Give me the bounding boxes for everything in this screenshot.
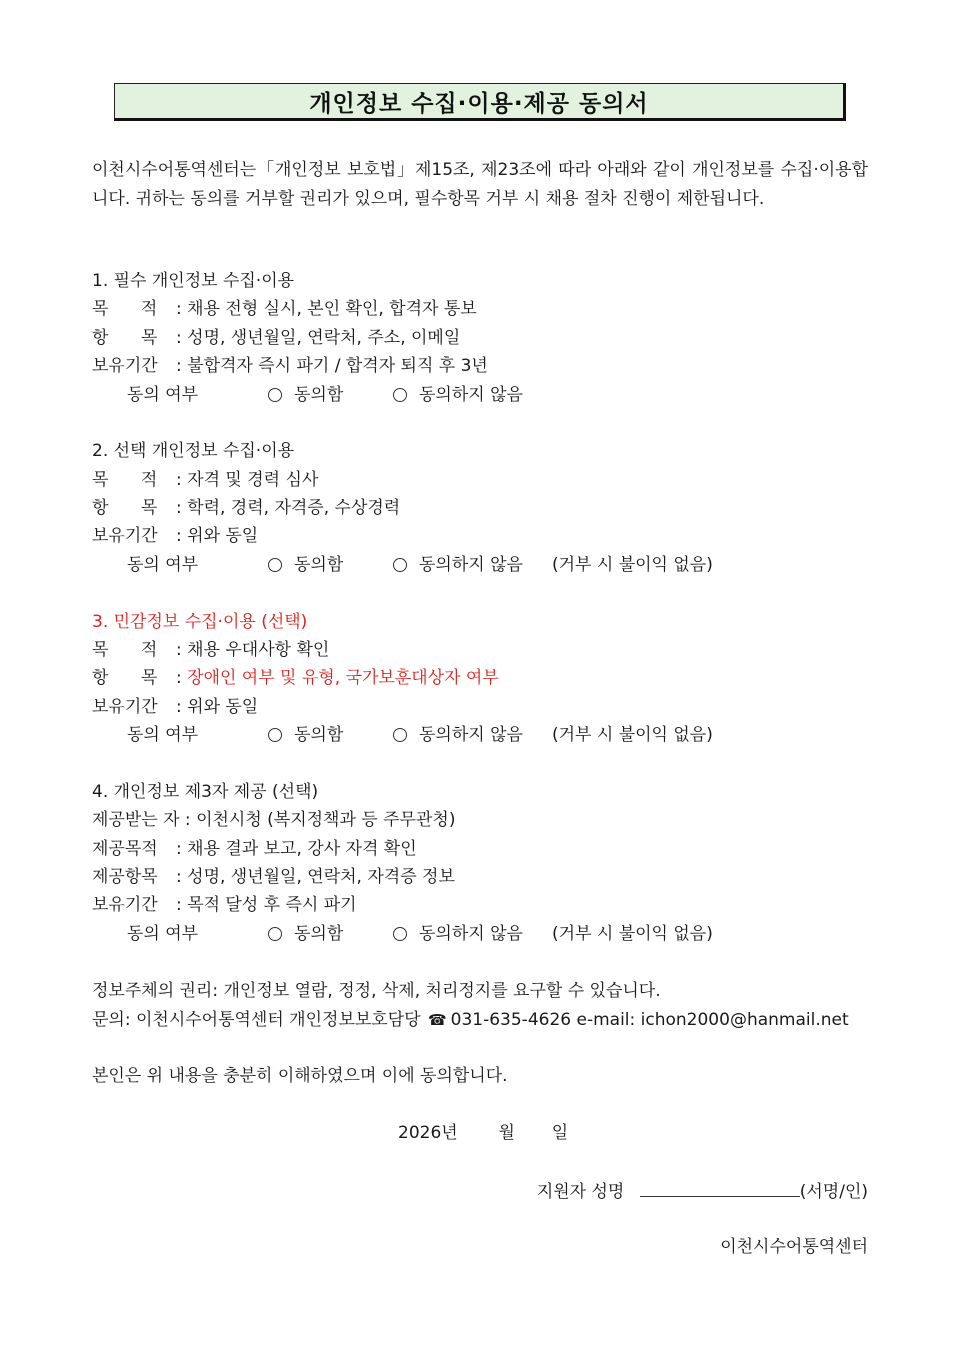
row-value: 위와 동일 xyxy=(187,697,259,717)
data-subject-rights: 정보주체의 권리: 개인정보 열람, 정정, 삭제, 처리정지를 요구할 수 있습니다. xyxy=(92,981,661,1001)
row-separator: : xyxy=(176,839,182,859)
signature-label: 지원자 성명 xyxy=(536,1182,625,1202)
row-separator: : xyxy=(176,356,182,376)
row-separator: : xyxy=(176,498,182,518)
section-2-agree-option[interactable] xyxy=(268,555,343,575)
row-value: 불합격자 즉시 파기 / 합격자 퇴직 후 3년 xyxy=(187,356,488,376)
section-4-disagree-option[interactable] xyxy=(393,924,523,944)
date-month: 월 xyxy=(498,1123,515,1143)
radio-circle-icon[interactable] xyxy=(393,927,407,941)
row-value: 채용 우대사항 확인 xyxy=(187,640,330,660)
row-separator: : xyxy=(176,640,182,660)
row-label: 목 적 xyxy=(92,470,158,490)
organization-name: 이천시수어통역센터 xyxy=(720,1237,868,1257)
page-title: 개인정보 수집·이용·제공 동의서 xyxy=(309,90,649,117)
row-label: 항 목 xyxy=(92,328,158,348)
section-4-row-items xyxy=(92,867,455,887)
intro-paragraph: 이천시수어통역센터는「개인정보 보호법」제15조, 제23조에 따라 아래와 같이 개인정보를 수집·이용합니다. 귀하는 동의를 거부할 권리가 있으며, 필수항목 거부 시 채용 절차 진행이 제한됩니다. xyxy=(92,160,868,209)
section-1-row-items xyxy=(92,328,460,348)
agree-label: 동의함 xyxy=(294,555,344,575)
disagree-label: 동의하지 않음 xyxy=(419,725,523,745)
row-label: 보유기간 xyxy=(92,697,158,717)
section-2-row-retention xyxy=(92,526,258,546)
section-4-agree-option[interactable] xyxy=(268,924,343,944)
consent-label: 동의 여부 xyxy=(127,725,199,745)
consent-label: 동의 여부 xyxy=(127,385,199,405)
agreement-statement: 본인은 위 내용을 충분히 이해하였으며 이에 동의합니다. xyxy=(92,1066,508,1086)
signature-row xyxy=(537,1180,868,1202)
agree-label: 동의함 xyxy=(294,924,344,944)
row-label: 목 적 xyxy=(92,640,158,660)
consent-note: (거부 시 불이익 없음) xyxy=(552,924,713,944)
row-label: 제공받는 자 xyxy=(92,810,180,830)
row-label: 항 목 xyxy=(92,498,158,518)
radio-circle-icon[interactable] xyxy=(393,388,407,402)
disagree-label: 동의하지 않음 xyxy=(419,385,523,405)
row-value: 위와 동일 xyxy=(187,526,259,546)
date-year: 2026년 xyxy=(398,1123,458,1143)
section-2-row-items xyxy=(92,498,400,518)
row-value: 목적 달성 후 즉시 파기 xyxy=(187,895,357,915)
section-2-heading: 2. 선택 개인정보 수집·이용 xyxy=(92,441,295,461)
row-separator: : xyxy=(176,299,182,319)
row-label: 제공항목 xyxy=(92,867,158,887)
row-label: 목 적 xyxy=(92,299,158,319)
section-4-row-retention xyxy=(92,895,357,915)
section-2-row-purpose xyxy=(92,470,318,490)
phone-number: 031-635-4626 xyxy=(450,1010,572,1030)
agree-label: 동의함 xyxy=(294,385,344,405)
section-3-heading: 3. 민감정보 수집·이용 (선택) xyxy=(92,612,308,632)
radio-circle-icon[interactable] xyxy=(268,558,282,572)
row-value: 채용 전형 실시, 본인 확인, 합격자 통보 xyxy=(187,299,477,319)
section-1-row-retention xyxy=(92,356,488,376)
email-label: e-mail: xyxy=(576,1010,636,1030)
disagree-label: 동의하지 않음 xyxy=(419,555,523,575)
email-address[interactable]: ichon2000@hanmail.net xyxy=(640,1010,849,1030)
consent-note: (거부 시 불이익 없음) xyxy=(552,555,713,575)
section-4-row-recipient xyxy=(92,810,455,830)
radio-circle-icon[interactable] xyxy=(268,927,282,941)
row-separator: : xyxy=(176,867,182,887)
row-label: 항 목 xyxy=(92,668,158,688)
disagree-label: 동의하지 않음 xyxy=(419,924,523,944)
consent-note: (거부 시 불이익 없음) xyxy=(552,725,713,745)
radio-circle-icon[interactable] xyxy=(268,388,282,402)
section-3-disagree-option[interactable] xyxy=(393,725,523,745)
section-2-disagree-option[interactable] xyxy=(393,555,523,575)
row-separator: : xyxy=(176,526,182,546)
consent-label: 동의 여부 xyxy=(127,555,199,575)
signature-suffix: (서명/인) xyxy=(799,1182,868,1202)
radio-circle-icon[interactable] xyxy=(393,558,407,572)
row-separator: : xyxy=(184,810,191,830)
title-box xyxy=(114,83,846,121)
section-1-disagree-option[interactable] xyxy=(393,385,523,405)
consent-label: 동의 여부 xyxy=(127,924,199,944)
section-3-row-purpose xyxy=(92,640,329,660)
section-3-row-retention xyxy=(92,697,258,717)
contact-line xyxy=(92,1010,849,1030)
row-separator: : xyxy=(176,697,182,717)
phone-icon: ☎ xyxy=(427,1011,447,1029)
row-value: 성명, 생년월일, 연락처, 자격증 정보 xyxy=(187,867,455,887)
section-4-heading: 4. 개인정보 제3자 제공 (선택) xyxy=(92,782,319,802)
row-value: 자격 및 경력 심사 xyxy=(187,470,319,490)
row-separator: : xyxy=(176,470,182,490)
contact-prefix: 문의: 이천시수어통역센터 개인정보보호담당 xyxy=(92,1010,421,1030)
section-1-row-purpose xyxy=(92,299,477,319)
date-day: 일 xyxy=(551,1123,569,1143)
section-1-agree-option[interactable] xyxy=(268,385,343,405)
row-value: 학력, 경력, 자격증, 수상경력 xyxy=(187,498,401,518)
row-value: 성명, 생년월일, 연락처, 주소, 이메일 xyxy=(187,328,461,348)
row-label: 제공목적 xyxy=(92,839,158,859)
row-value: 이천시청 (복지정책과 등 주무관청) xyxy=(196,810,456,830)
row-label: 보유기간 xyxy=(92,356,158,376)
radio-circle-icon[interactable] xyxy=(268,728,282,742)
row-separator: : xyxy=(176,328,182,348)
radio-circle-icon[interactable] xyxy=(393,728,407,742)
row-separator: : xyxy=(176,895,182,915)
section-4-row-purpose xyxy=(92,839,417,859)
section-3-agree-option[interactable] xyxy=(268,725,343,745)
date-row xyxy=(398,1123,568,1143)
section-3-row-items xyxy=(92,668,499,688)
signature-field[interactable] xyxy=(640,1180,800,1197)
section-1-heading: 1. 필수 개인정보 수집·이용 xyxy=(92,271,295,291)
row-label: 보유기간 xyxy=(92,526,158,546)
agree-label: 동의함 xyxy=(294,725,344,745)
row-value-highlighted: 장애인 여부 및 유형, 국가보훈대상자 여부 xyxy=(187,668,499,688)
row-value: 채용 결과 보고, 강사 자격 확인 xyxy=(187,839,417,859)
row-separator: : xyxy=(176,668,182,688)
row-label: 보유기간 xyxy=(92,895,158,915)
